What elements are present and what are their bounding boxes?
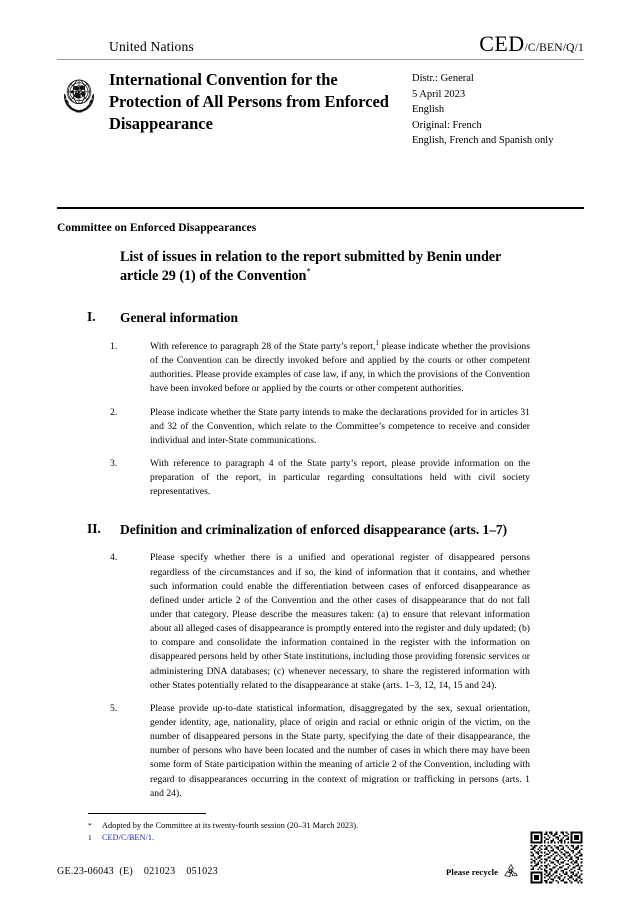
paragraph-text: Please provide up-to-date statistical information, disaggregated by the sex, sexual orientation, gender identity, age, nationality, place of origin and racial or ethnic origin of the victim, on the number of disappeared persons in the State party, specifying the date of their disappearance, the number of persons who have been located and the number of cases in which there may have been some form of State participation within the meaning of article 2 of the Convention, including with regard to disappearances occurring in the context of migration or trafficking in persons (arts. 1 and 24). — [150, 702, 530, 799]
paragraph-2 — [110, 406, 530, 448]
recycle-notice — [446, 862, 521, 882]
section-ii-paragraphs — [110, 551, 530, 800]
organization-name: United Nations — [109, 38, 194, 54]
distribution-block — [412, 69, 584, 149]
title-footnote-mark: * — [306, 266, 311, 277]
section-i-paragraphs — [110, 340, 530, 499]
masthead — [57, 33, 584, 149]
distribution-language: English — [412, 104, 445, 116]
footnote-1 — [88, 832, 508, 844]
un-emblem-cell — [57, 69, 109, 149]
footnote-separator — [88, 813, 206, 814]
section-title: Definition and criminalization of enforced disappearance (arts. 1–7) — [120, 522, 508, 538]
distribution-original: Original: French — [412, 119, 482, 131]
section-divider-rule — [57, 207, 584, 209]
convention-title: International Convention for the Protection of All Persons from Enforced Disappearance — [109, 70, 389, 133]
section-title: General information — [120, 309, 238, 325]
footnote-mark: * — [88, 821, 92, 830]
footnote-list — [88, 820, 508, 845]
paragraph-text-after-note: please indicate whether the provisions of the Convention can be directly invoked before and applied by the courts or other competent authorities. Please provide examples of case law, if any, in which the provisions of the Convention have been invoked before or applied by the courts or other competent authorities. — [150, 340, 530, 395]
document-content — [57, 248, 584, 810]
qr-code-image — [529, 830, 584, 885]
document-symbol — [479, 33, 584, 55]
footnote-asterisk — [88, 820, 508, 832]
paragraph-text: Please specify whether there is a unified and operational register of disappeared persons regardless of the circumstances and if so, the kind of information that it contains, and whether such information could enable the differentiation between cases of enforced disappearance as defined under article 2 of the Convention and the other cases of disappearance that do not fall under that category. Please describe the measures taken: (a) to ensure that relevant information about all alleged cases of disappearance is promptly entered into the register and duly updated; (b) to compare and consolidate the information contained in the register with the information on disappeared persons held by other State institutions, including those providing forensic services or administering DNA databases; (c) whenever necessary, to share the registered information with other States potentially related to the disappearance at stake (arts. 1–3, 12, 14, 15 and 24). — [150, 552, 530, 691]
paragraph-number: 5. — [110, 702, 118, 714]
paragraph-1 — [110, 340, 530, 397]
recycle-label: Please recycle — [446, 867, 499, 877]
distribution-date: 5 April 2023 — [412, 88, 466, 100]
qr-code[interactable] — [529, 830, 584, 885]
document-symbol-suffix: /C/BEN/Q/1 — [524, 42, 584, 54]
section-numeral: I. — [87, 308, 96, 324]
footnote-link[interactable]: CED/C/BEN/1. — [102, 833, 155, 843]
un-emblem — [57, 72, 101, 116]
paragraph-5 — [110, 702, 530, 801]
section-heading-ii — [87, 521, 557, 539]
footnote-reference-1: 1 — [375, 338, 379, 347]
paragraph-number: 4. — [110, 552, 118, 564]
section-numeral: II. — [87, 521, 101, 537]
paragraph-text-before-note: With reference to paragraph 28 of the State party’s report, — [150, 340, 376, 352]
paragraph-3 — [110, 457, 530, 499]
job-number: GE.23-06043 (E) 021023 051023 — [57, 866, 218, 877]
page-title-text: List of issues in relation to the report submitted by Benin under article 29 (1) of the Convention — [120, 249, 502, 285]
distribution-line: Distr.: General — [412, 73, 474, 84]
footnote-mark: 1 — [88, 833, 92, 843]
masthead-top-row — [57, 33, 584, 55]
paragraph-number: 3. — [110, 457, 118, 469]
document-symbol-main: CED — [479, 31, 525, 56]
paragraph-4 — [110, 551, 530, 692]
committee-name: Committee on Enforced Disappearances — [57, 222, 257, 234]
page-title — [120, 248, 530, 287]
paragraph-text: Please indicate whether the State party intends to make the declarations provided for in articles 31 and 32 of the Convention, which relate to the Committee’s competence to receive and consider individual and inter-State communications. — [150, 406, 530, 446]
distribution-languages-only: English, French and Spanish only — [412, 135, 554, 147]
section-heading-i — [87, 309, 557, 327]
convention-title-cell — [109, 69, 412, 149]
paragraph-number: 2. — [110, 406, 118, 418]
recycle-icon — [501, 862, 521, 882]
masthead-thin-rule — [57, 59, 584, 60]
paragraph-number: 1. — [110, 340, 118, 352]
footnote-text: Adopted by the Committee at its twenty-fourth session (20–31 March 2023). — [102, 821, 359, 830]
paragraph-text: With reference to paragraph 4 of the State party’s report, please provide information on the preparation of the report, in particular regarding consultations held with civil society representatives. — [150, 457, 530, 498]
masthead-body-row — [57, 69, 584, 149]
